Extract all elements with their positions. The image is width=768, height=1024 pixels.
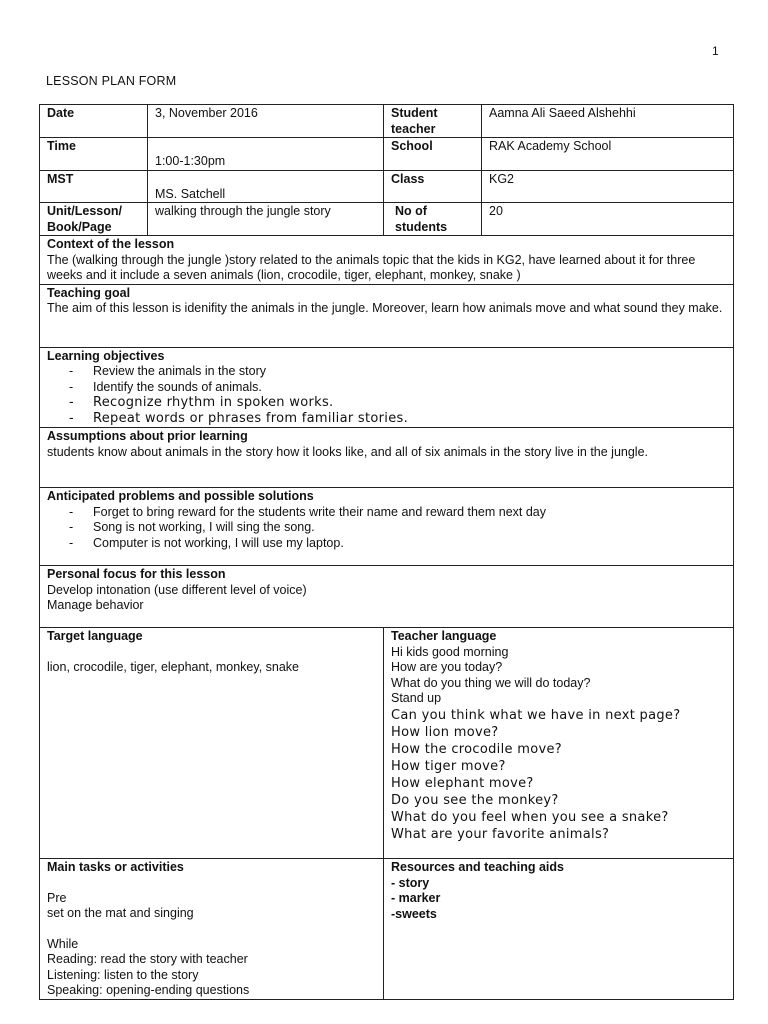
teacher-language-line: How lion move? — [391, 724, 499, 740]
list-item: - Recognize rhythm in spoken works. — [69, 395, 727, 411]
personal-focus-line: Develop intonation (use different level of voice) — [47, 582, 307, 597]
context-cell — [40, 236, 734, 285]
pre-text: set on the mat and singing — [47, 906, 194, 920]
list-item: - Review the animals in the story — [69, 364, 727, 380]
teaching-goal-heading: Teaching goal — [47, 285, 131, 300]
language-row — [40, 628, 734, 859]
context-text: The (walking through the jungle )story related to the animals topic that the kids in KG2, have learned about it for three weeks and it include a seven animals (lion, crocodile, tiger, elephant, monkey, snake ) — [47, 252, 696, 282]
context-row — [40, 236, 734, 285]
mst-label: MST — [40, 170, 148, 203]
teacher-language-line: Can you think what we have in next page? — [391, 707, 681, 723]
date-row — [40, 105, 734, 138]
target-language-cell — [40, 628, 384, 859]
list-item: - Song is not working, I will sing the song. — [69, 520, 727, 536]
list-item: - Forget to bring reward for the students write their name and reward them next day — [69, 505, 727, 521]
teacher-language-line: What do you thing we will do today? — [391, 675, 591, 690]
teacher-language-heading: Teacher language — [391, 629, 497, 643]
school-value: RAK Academy School — [482, 138, 734, 171]
teaching-goal-cell — [40, 284, 734, 347]
problems-cell — [40, 488, 734, 566]
personal-focus-row — [40, 566, 734, 628]
lesson-plan-table — [39, 104, 734, 1000]
while-line: Reading: read the story with teacher — [47, 952, 248, 966]
problems-list — [47, 505, 727, 552]
assumptions-heading: Assumptions about prior learning — [47, 429, 248, 443]
teacher-language-line: Hi kids good morning — [391, 644, 509, 659]
target-language-heading: Target language — [47, 629, 143, 643]
time-label: Time — [40, 138, 148, 171]
problems-row — [40, 488, 734, 566]
learning-objectives-row — [40, 347, 734, 428]
learning-objectives-heading: Learning objectives — [47, 348, 165, 363]
class-label: Class — [384, 170, 482, 203]
assumptions-text: students know about animals in the story how it looks like, and all of six animals in the story live in the jungle. — [47, 444, 649, 459]
resource-item: - story — [391, 875, 430, 890]
list-item: - Repeat words or phrases from familiar stories. — [69, 411, 727, 427]
teacher-language-line: Do you see the monkey? — [391, 792, 559, 808]
resources-cell — [384, 859, 734, 1000]
learning-objectives-cell — [40, 347, 734, 428]
students-label: No of students — [384, 203, 482, 236]
students-value: 20 — [482, 203, 734, 236]
time-row — [40, 138, 734, 171]
time-value: 1:00-1:30pm — [148, 138, 384, 171]
school-label: School — [384, 138, 482, 171]
teaching-goal-text: The aim of this lesson is idenifity the animals in the jungle. Moreover, learn how animals move and what sound they make. — [47, 301, 723, 315]
teacher-language-line: Stand up — [391, 691, 442, 705]
resources-heading: Resources and teaching aids — [391, 860, 564, 874]
assumptions-row — [40, 428, 734, 488]
assumptions-cell — [40, 428, 734, 488]
teacher-language-line: How tiger move? — [391, 758, 506, 774]
page-number: 1 — [712, 44, 719, 58]
mst-row — [40, 170, 734, 203]
main-tasks-heading: Main tasks or activities — [47, 860, 184, 874]
pre-label: Pre — [47, 890, 67, 905]
teacher-language-cell — [384, 628, 734, 859]
teaching-goal-row — [40, 284, 734, 347]
teacher-language-line: How are you today? — [391, 660, 503, 674]
teacher-language-line: How elephant move? — [391, 775, 534, 791]
personal-focus-heading: Personal focus for this lesson — [47, 567, 226, 581]
teacher-language-line: What do you feel when you see a snake? — [391, 809, 669, 825]
personal-focus-line: Manage behavior — [47, 598, 144, 612]
class-value: KG2 — [482, 170, 734, 203]
target-language-text: lion, crocodile, tiger, elephant, monkey, snake — [47, 659, 299, 674]
date-value: 3, November 2016 — [148, 105, 384, 138]
resource-item: - marker — [391, 891, 441, 905]
learning-objectives-list — [47, 364, 727, 427]
while-line: Speaking: opening-ending questions — [47, 983, 250, 997]
main-tasks-cell — [40, 859, 384, 1000]
context-heading: Context of the lesson — [47, 237, 175, 251]
form-title: LESSON PLAN FORM — [46, 74, 177, 88]
date-label: Date — [40, 105, 148, 138]
resource-item: -sweets — [391, 906, 437, 921]
while-label: While — [47, 936, 79, 951]
while-line: Listening: listen to the story — [47, 967, 199, 982]
unit-value: walking through the jungle story — [148, 203, 384, 236]
unit-row — [40, 203, 734, 236]
mst-value: MS. Satchell — [148, 170, 384, 203]
problems-heading: Anticipated problems and possible solutions — [47, 489, 314, 503]
list-item: - Identify the sounds of animals. — [69, 380, 727, 396]
unit-label: Unit/Lesson/ Book/Page — [40, 203, 148, 236]
student-teacher-value: Aamna Ali Saeed Alshehhi — [482, 105, 734, 138]
teacher-language-line: What are your favorite animals? — [391, 826, 610, 842]
tasks-row — [40, 859, 734, 1000]
list-item: - Computer is not working, I will use my laptop. — [69, 536, 727, 552]
teacher-language-line: How the crocodile move? — [391, 741, 562, 757]
student-teacher-label: Student teacher — [384, 105, 482, 138]
personal-focus-cell — [40, 566, 734, 628]
